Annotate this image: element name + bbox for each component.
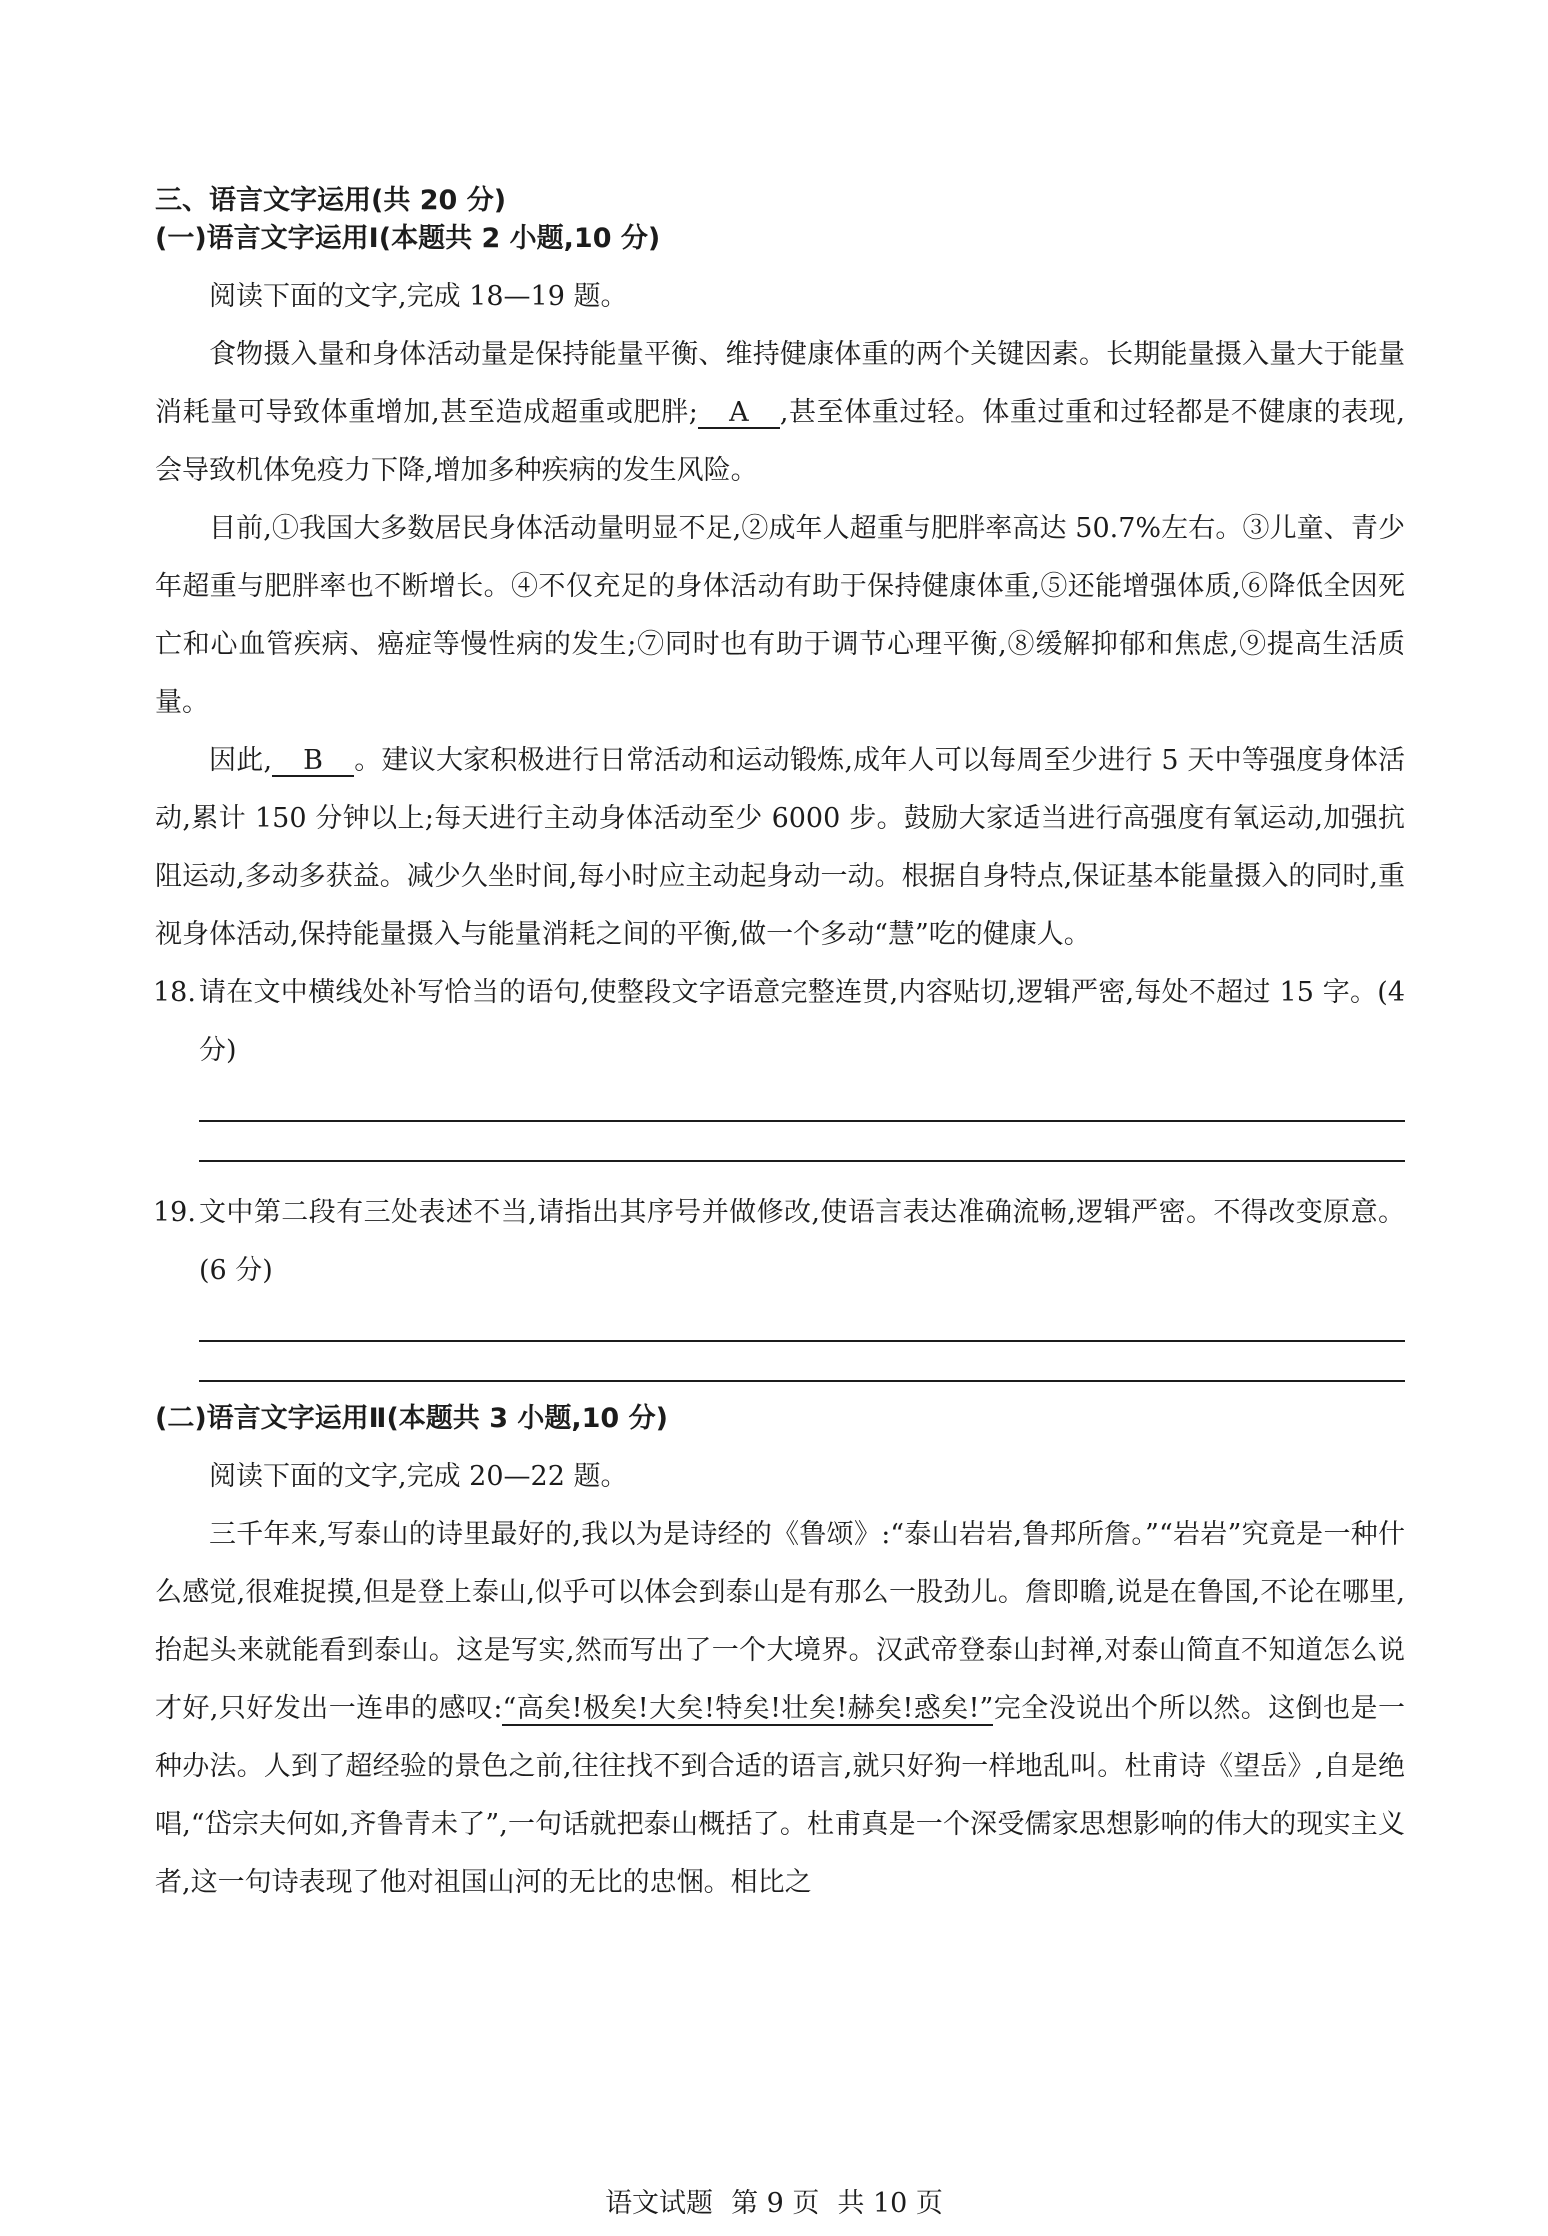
- part2-instruction: 阅读下面的文字,完成 20—22 题。: [209, 1461, 628, 1492]
- question-18: [155, 964, 1405, 1080]
- part1-title: (一)语言文字运用Ⅰ(本题共 2 小题,10 分): [155, 223, 661, 254]
- p1-text-a: 食物摄入量和身体活动量是保持能量平衡、维持健康体重的两个关键因素。长期能量摄入量大于能量消耗量可导致体重增加,甚至造成超重或肥胖;: [155, 339, 1405, 428]
- question-19: [155, 1184, 1405, 1300]
- footer-page: 第 9 页: [731, 2188, 820, 2219]
- part1-paragraph-2: 目前,①我国大多数居民身体活动量明显不足,②成年人超重与肥胖率高达 50.7%左右。③儿童、青少年超重与肥胖率也不断增长。④不仅充足的身体活动有助于保持健康体重,⑤还能增强体质,⑥降低全因死亡和心血管疾病、癌症等慢性病的发生;⑦同时也有助于调节心理平衡,⑧缓解抑郁和焦虑,⑨提高生活质量。: [155, 513, 1405, 718]
- question-18-text: 请在文中横线处补写恰当的语句,使整段文字语意完整连贯,内容贴切,逻辑严密,每处不超过 15 字。(4 分): [199, 977, 1405, 1066]
- part2-title: (二)语言文字运用Ⅱ(本题共 3 小题,10 分): [155, 1403, 668, 1434]
- p3-text-b: 。建议大家积极进行日常活动和运动锻炼,成年人可以每周至少进行 5 天中等强度身体活动,累计 150 分钟以上;每天进行主动身体活动至少 6000 步。鼓励大家适当进行高强度有氧运动,加强抗阻运动,多动多获益。减少久坐时间,每小时应主动起身动一动。根据自身特点,保证基本能量摄入的同时,重视身体活动,保持能量摄入与能量消耗之间的平衡,做一个多动“慧”吃的健康人。: [155, 745, 1405, 950]
- question-19-number: 19.: [153, 1197, 196, 1228]
- underlined-quote: “高矣!极矣!大矣!特矣!壮矣!赫矣!惑矣!”: [502, 1693, 994, 1724]
- section-title: 三、语言文字运用(共 20 分): [155, 185, 507, 216]
- part1-paragraph-3: [155, 732, 1405, 964]
- question-19-text: 文中第二段有三处表述不当,请指出其序号并做修改,使语言表达准确流畅,逻辑严密。不得改变原意。(6 分): [199, 1197, 1405, 1286]
- p3-text-a: 因此,: [209, 745, 273, 776]
- p2-text-b: 完全没说出个所以然。这倒也是一种办法。人到了超经验的景色之前,往往找不到合适的语言,就只好狗一样地乱叫。杜甫诗《望岳》,自是绝唱,“岱宗夫何如,齐鲁青未了”,一句话就把泰山概括了。杜甫真是一个深受儒家思想影响的伟大的现实主义者,这一句诗表现了他对祖国山河的无比的忠悃。相比之: [155, 1693, 1406, 1898]
- question-18-number: 18.: [153, 977, 196, 1008]
- page-content: [155, 182, 1405, 1912]
- part1-instruction: 阅读下面的文字,完成 18—19 题。: [209, 281, 628, 312]
- page-footer: [0, 2186, 1548, 2222]
- part2-paragraph-1: [155, 1506, 1405, 1912]
- blank-b: B: [272, 747, 354, 777]
- footer-total: 共 10 页: [837, 2188, 943, 2219]
- blank-a: A: [698, 399, 780, 429]
- footer-subject: 语文试题: [605, 2188, 714, 2219]
- part1-paragraph-1: [155, 326, 1405, 500]
- p1-text-b: ,甚至体重过轻。体重过重和过轻都是不健康的表现,会导致机体免疫力下降,增加多种疾病的发生风险。: [155, 397, 1405, 486]
- p2-text-a: 三千年来,写泰山的诗里最好的,我以为是诗经的《鲁颂》:“泰山岩岩,鲁邦所詹。”“岩岩”究竟是一种什么感觉,很难捉摸,但是登上泰山,似乎可以体会到泰山是有那么一股劲儿。詹即瞻,说是在鲁国,不论在哪里,抬起头来就能看到泰山。这是写实,然而写出了一个大境界。汉武帝登泰山封禅,对泰山简直不知道怎么说才好,只好发出一连串的感叹:: [155, 1519, 1405, 1724]
- answer-line-19-2[interactable]: [199, 1380, 1405, 1382]
